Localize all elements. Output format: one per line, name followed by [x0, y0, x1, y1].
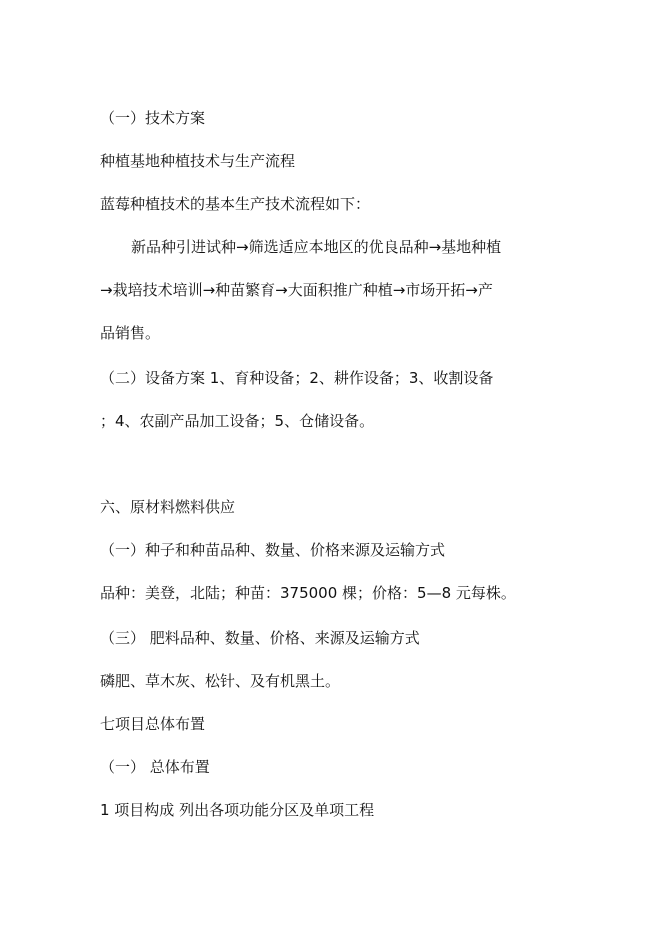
subheading-seeds-seedlings: （一）种子和种苗品种、数量、价格来源及运输方式 — [100, 541, 446, 559]
paragraph-varieties-prices: 品种：美登，北陆；种苗：375000 棵；价格：5—8 元每株。 — [100, 584, 516, 602]
paragraph-fertilizer-list: 磷肥、草木灰、松针、及有机黑土。 — [100, 672, 341, 690]
section-heading-raw-materials: 六、原材料燃料供应 — [100, 498, 236, 516]
paragraph-blueberry-process-intro: 蓝莓种植技术的基本生产技术流程如下： — [100, 195, 371, 213]
paragraph-process-line-3: 品销售。 — [100, 324, 161, 342]
paragraph-process-line-2: →栽培技术培训→种苗繁育→大面积推广种植→市场开拓→产 — [100, 281, 493, 299]
section-heading-overall-layout: 七项目总体布置 — [100, 715, 206, 733]
section-heading-technical-plan: （一）技术方案 — [100, 109, 206, 127]
subheading-overall-layout: （一） 总体布置 — [100, 758, 210, 776]
section-equipment-plan-continued: ；4、农副产品加工设备；5、仓储设备。 — [100, 412, 375, 430]
paragraph-process-line-1: 新品种引进试种→筛选适应本地区的优良品种→基地种植 — [131, 238, 502, 256]
paragraph-project-composition: 1 项目构成 列出各项功能分区及单项工程 — [100, 801, 375, 819]
subheading-fertilizer: （三） 肥料品种、数量、价格、来源及运输方式 — [100, 629, 420, 647]
subheading-planting-technology: 种植基地种植技术与生产流程 — [100, 152, 296, 170]
section-equipment-plan: （二）设备方案 1、育种设备；2、耕作设备；3、收割设备 — [100, 369, 494, 387]
